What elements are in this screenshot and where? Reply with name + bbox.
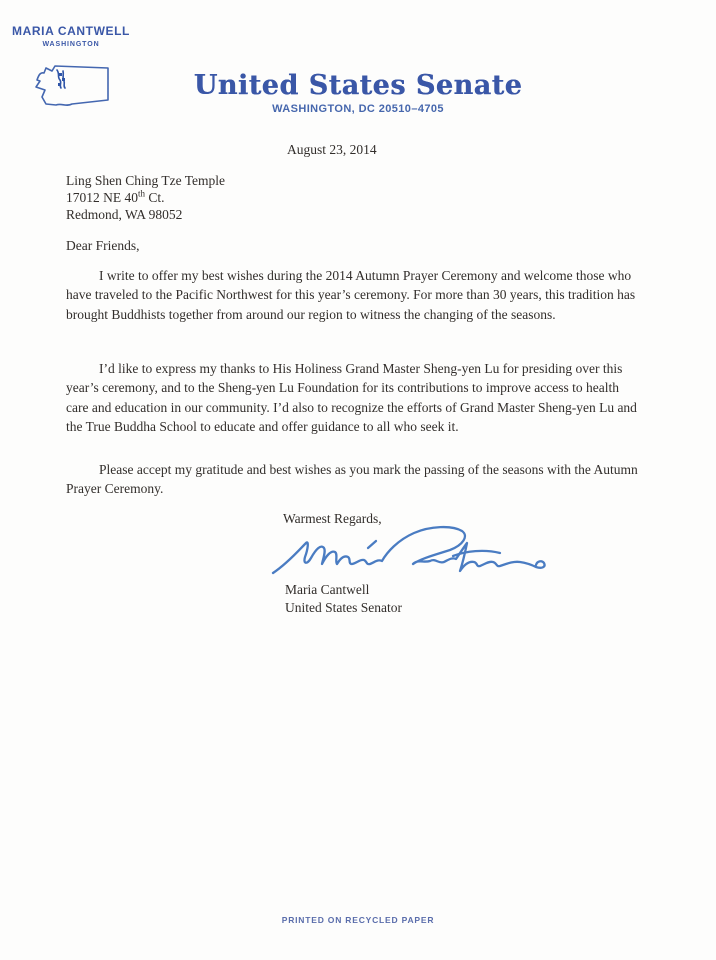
body-paragraph-1: I write to offer my best wishes during the 2014 Autumn Prayer Ceremony and welcome those who have traveled to the Pacific Northwest for this year’s ceremony. For more than 30 years, this tradition has brought Buddhists together from around our region to witness the changing of the seasons.	[66, 268, 636, 322]
salutation: Dear Friends,	[66, 238, 140, 253]
letterhead-org-name: United States Senate	[193, 70, 523, 101]
recycled-paper-note: PRINTED ON RECYCLED PAPER	[281, 915, 435, 925]
recipient-city: Redmond, WA 98052	[66, 207, 183, 223]
ordinal-suffix: th	[138, 188, 146, 199]
letter-date: August 23, 2014	[287, 142, 377, 157]
body-paragraph-3: Please accept my gratitude and best wishes as you mark the passing of the seasons with the Autumn Prayer Ceremony.	[66, 462, 638, 497]
recipient-address-block	[66, 172, 225, 224]
closing: Warmest Regards,	[283, 511, 382, 526]
signature-name: Maria Cantwell	[285, 582, 370, 597]
body-paragraph-2: I’d like to express my thanks to His Holiness Grand Master Sheng-yen Lu for presiding over this year’s ceremony, and to the Sheng-yen Lu Foundation for its contributions to improve access to health care and education in our community. I’d also to recognize the efforts of Grand Master Sheng-yen Lu and the True Buddha School to educate and offer guidance to all who seek it.	[66, 361, 637, 435]
handwritten-signature-icon	[270, 523, 560, 588]
signature-block	[285, 581, 402, 616]
recipient-street: 17012 NE 40th Ct.	[66, 188, 165, 206]
letterhead-org-address: WASHINGTON, DC 20510–4705	[272, 103, 444, 115]
letterhead-center-block	[0, 72, 716, 115]
letterhead-sender-state: WASHINGTON	[42, 41, 100, 48]
letterhead-sender-block	[8, 24, 134, 48]
letterhead-sender-name: MARIA CANTWELL	[12, 24, 130, 38]
recipient-name: Ling Shen Ching Tze Temple	[66, 173, 226, 188]
signature-title: United States Senator	[285, 599, 402, 615]
